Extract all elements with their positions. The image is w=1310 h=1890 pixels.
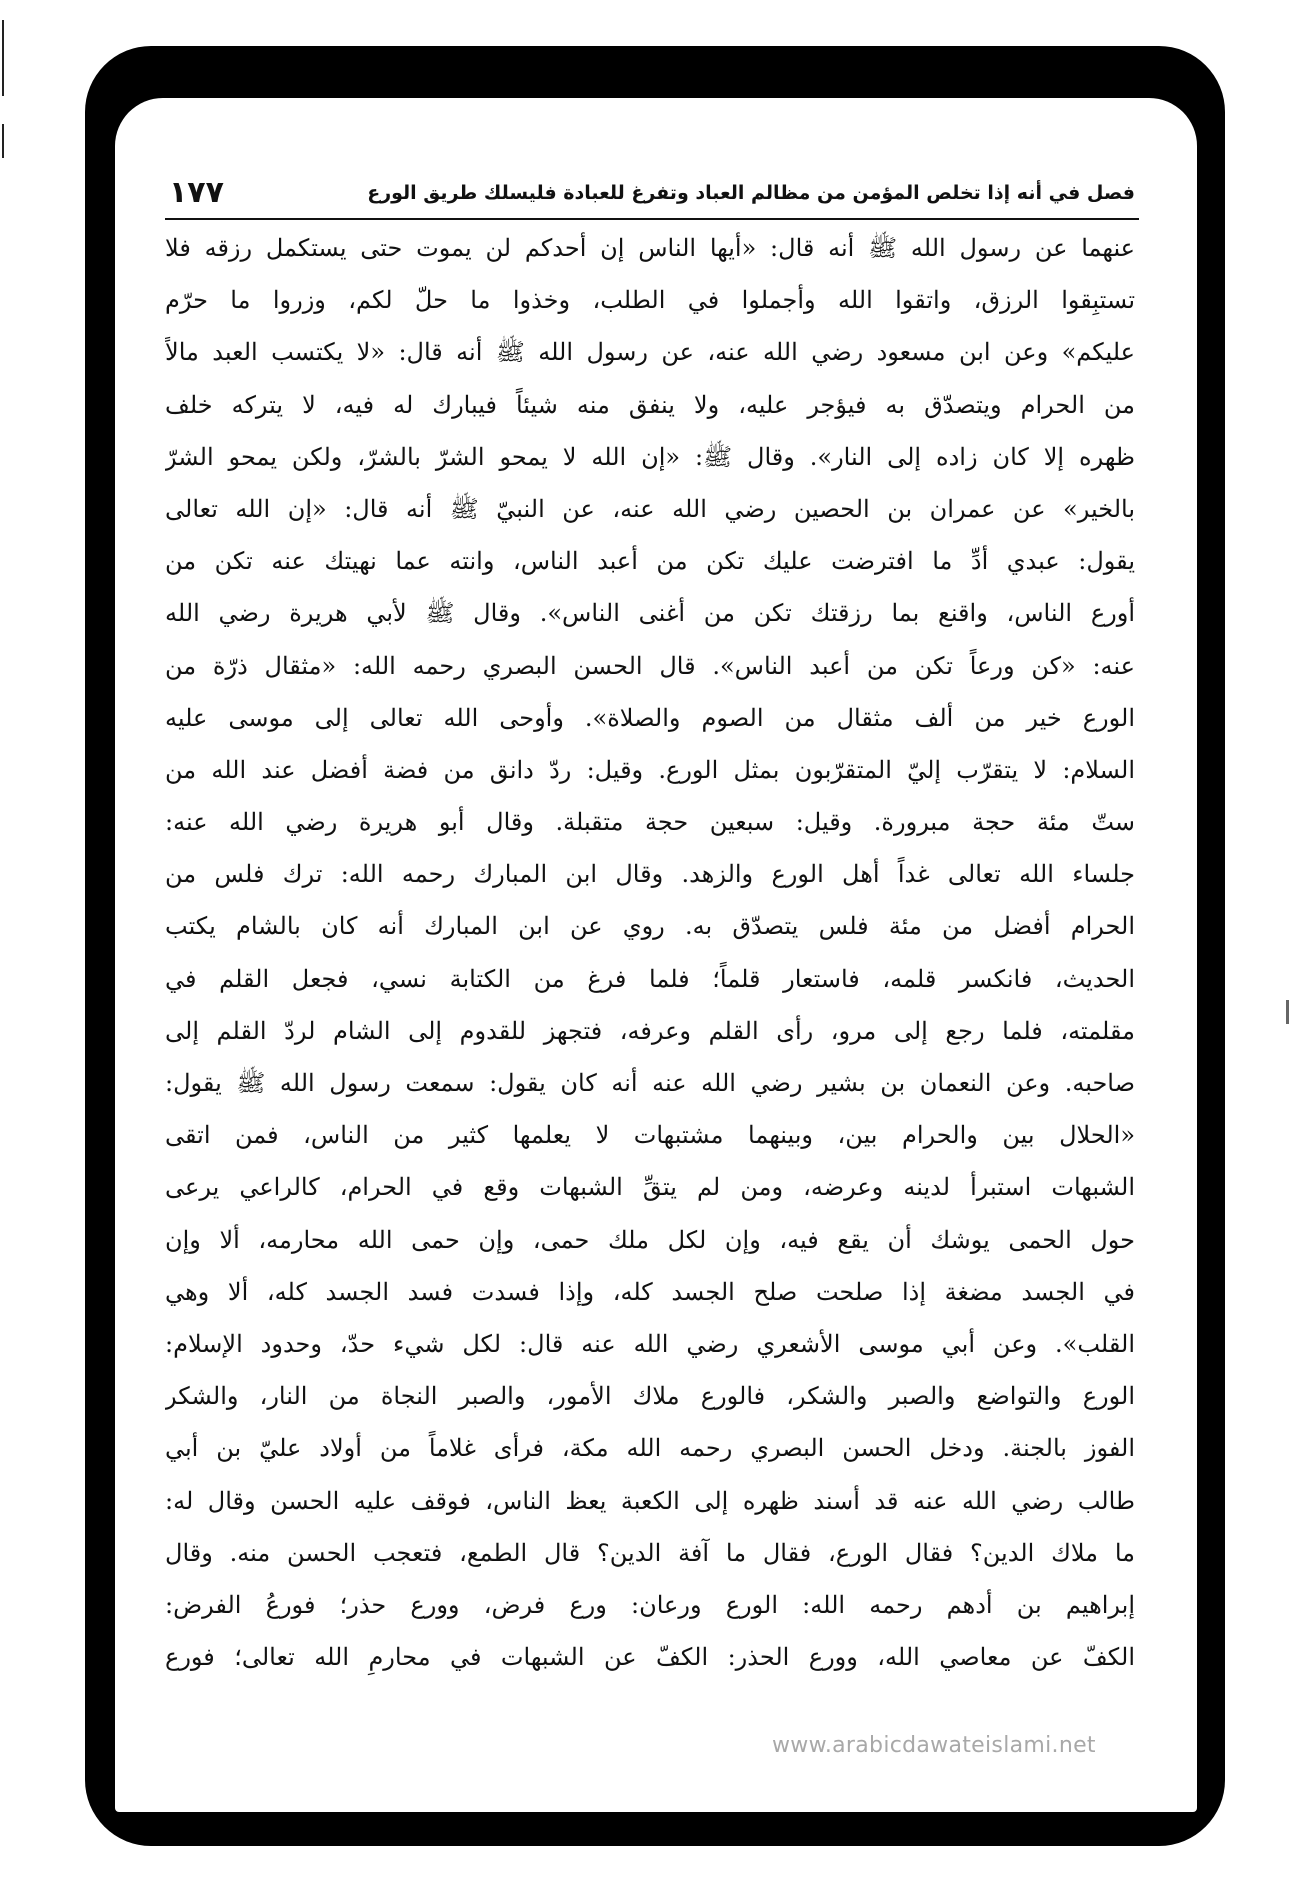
text-line: بالخير» عن عمران بن الحصين رضي الله عنه، عن النبيّ ﷺ أنه قال: «إن الله تعالى [165,494,1135,523]
text-line: من الحرام ويتصدّق به فيؤجر عليه، ولا ينفق منه شيئاً فيبارك له فيه، لا يتركه خلف [165,390,1135,419]
text-line: الحديث، فانكسر قلمه، فاستعار قلماً؛ فلما فرغ من الكتابة نسي، فجعل القلم في [165,964,1135,993]
book-page [115,98,1197,1812]
text-line: في الجسد مضغة إذا صلحت صلح الجسد كله، وإذا فسدت فسد الجسد كله، ألا وهي [165,1277,1135,1306]
text-line: الشبهات استبرأ لدينه وعرضه، ومن لم يتقِّ الشبهات وقع في الحرام، كالراعي يرعى [165,1173,1135,1202]
text-line: الورع والتواضع والصبر والشكر، فالورع ملاك الأمور، والصبر النجاة من النار، والشكر [165,1382,1135,1411]
text-line: عنهما عن رسول الله ﷺ أنه قال: «أيها الناس إن أحدكم لن يموت حتى يستكمل رزقه فلا [165,234,1135,262]
text-line: ظهره إلا كان زاده إلى النار». وقال ﷺ: «إن الله لا يمحو الشرّ بالشرّ، ولكن يمحو الشرّ [165,442,1135,471]
text-line: أورع الناس، واقنع بما رزقتك تكن من أغنى الناس». وقال ﷺ لأبي هريرة رضي الله [165,599,1135,628]
text-line: ستّ مئة حجة مبرورة. وقيل: سبعين حجة متقبلة. وقال أبو هريرة رضي الله عنه: [165,808,1135,837]
text-line: عليكم» وعن ابن مسعود رضي الله عنه، عن رسول الله ﷺ أنه قال: «لا يكتسب العبد مالاً [165,338,1135,367]
watermark: www.arabicdawateislami.net [772,1733,1096,1758]
text-line: إبراهيم بن أدهم رحمه الله: الورع ورعان: ورع فرض، وورع حذر؛ فورعُ الفرض: [165,1590,1135,1619]
text-line: الورع خير من ألف مثقال من الصوم والصلاة». وأوحى الله تعالى إلى موسى عليه [165,703,1135,732]
chapter-title: فصل في أنه إذا تخلص المؤمن من مظالم العباد وتفرغ للعبادة فليسلك طريق الورع [367,182,1135,204]
text-line: جلساء الله تعالى غداً أهل الورع والزهد. وقال ابن المبارك رحمه الله: ترك فلس من [165,860,1135,889]
text-line: القلب». وعن أبي موسى الأشعري رضي الله عنه قال: لكل شيء حدّ، وحدود الإسلام: [165,1329,1135,1358]
text-line: الكفّ عن معاصي الله، وورع الحذر: الكفّ عن الشبهات في محارمِ الله تعالى؛ فورع [165,1643,1135,1672]
text-line: صاحبه. وعن النعمان بن بشير رضي الله عنه أنه كان يقول: سمعت رسول الله ﷺ يقول: [165,1069,1135,1097]
text-line: ما ملاك الدين؟ فقال الورع، فقال ما آفة الدين؟ قال الطمع، فتعجب الحسن منه. وقال [165,1538,1135,1567]
running-header [165,176,1139,220]
text-line: تستبِقوا الرزق، واتقوا الله وأجملوا في الطلب، وخذوا ما حلّ لكم، وزروا ما حرّم [165,286,1135,315]
page-number: ١٧٧ [169,175,224,210]
text-line: الفوز بالجنة. ودخل الحسن البصري رحمه الله مكة، فرأى غلاماً من أولاد عليّ بن أبي [165,1434,1135,1463]
text-line: يقول: عبدي أدِّ ما افترضت عليك تكن من أعبد الناس، وانته عما نهيتك عنه تكن من [165,547,1135,576]
text-line: السلام: لا يتقرّب إليّ المتقرّبون بمثل الورع. وقيل: ردّ دانق من فضة أفضل عند الله من [165,755,1135,784]
page-frame [85,46,1225,1846]
scan-edge-mark [2,20,4,96]
body-text [165,222,1135,1683]
text-line: الحرام أفضل من مئة فلس يتصدّق به. روي عن ابن المبارك أنه كان بالشام يكتب [165,912,1135,941]
text-line: طالب رضي الله عنه قد أسند ظهره إلى الكعبة يعظ الناس، فوقف عليه الحسن وقال له: [165,1486,1135,1515]
scan-edge-mark [1286,1000,1289,1024]
text-line: عنه: «كن ورعاً تكن من أعبد الناس». قال الحسن البصري رحمه الله: «مثقال ذرّة من [165,651,1135,680]
scan-edge-mark [2,124,4,158]
text-line: حول الحمى يوشك أن يقع فيه، وإن لكل ملك حمى، وإن حمى الله محارمه، ألا وإن [165,1225,1135,1254]
text-line: «الحلال بين والحرام بين، وبينهما مشتبهات لا يعلمها كثير من الناس، فمن اتقى [165,1121,1135,1150]
text-line: مقلمته، فلما رجع إلى مرو، رأى القلم وعرفه، فتجهز للقدوم إلى الشام لردّ القلم إلى [165,1016,1135,1045]
